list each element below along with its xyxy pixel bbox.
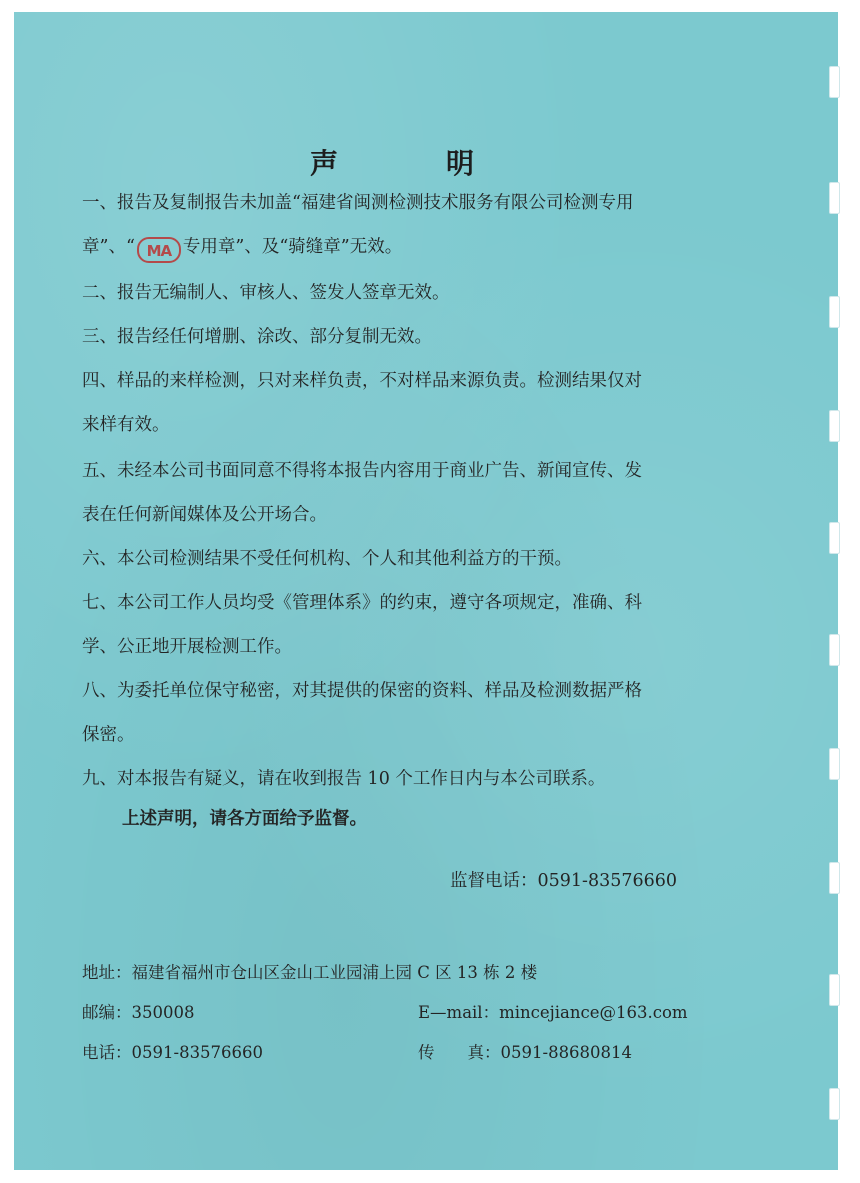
- cma-stamp-icon: MA: [137, 237, 181, 263]
- statement-7-line-1: 七、本公司工作人员均受《管理体系》的约束，遵守各项规定，准确、科: [82, 593, 642, 613]
- binding-hole: [829, 974, 840, 1006]
- binding-hole: [829, 748, 840, 780]
- statement-8-line-2: 保密。: [82, 725, 135, 745]
- binding-hole: [829, 182, 840, 214]
- statement-5-line-1: 五、未经本公司书面同意不得将本报告内容用于商业广告、新闻宣传、发: [82, 461, 642, 481]
- page-title: 声 明: [309, 147, 514, 180]
- statement-1-line-2: [82, 236, 402, 263]
- binding-hole: [829, 634, 840, 666]
- statement-7-line-2: 学、公正地开展检测工作。: [82, 637, 292, 657]
- statement-1-prefix: 章”、“: [82, 237, 135, 257]
- statement-6: 六、本公司检测结果不受任何机构、个人和其他利益方的干预。: [82, 549, 572, 569]
- statement-9: 九、对本报告有疑义，请在收到报告 10 个工作日内与本公司联系。: [82, 769, 606, 789]
- statement-1-line-1: 一、报告及复制报告未加盖“福建省闽测检测技术服务有限公司检测专用: [82, 193, 634, 213]
- company-phone: 电话：0591-83576660: [82, 1043, 264, 1062]
- binding-hole: [829, 862, 840, 894]
- company-email: E—mail：mincejiance@163.com: [418, 1003, 688, 1022]
- statement-1-suffix: 专用章”、及“骑缝章”无效。: [182, 237, 403, 257]
- binding-hole: [829, 522, 840, 554]
- statement-4-line-2: 来样有效。: [82, 415, 170, 435]
- binding-hole: [829, 296, 840, 328]
- company-address: 地址：福建省福州市仓山区金山工业园浦上园 C 区 13 栋 2 楼: [82, 963, 538, 982]
- binding-hole: [829, 1088, 840, 1120]
- binding-hole: [829, 66, 840, 98]
- supervision-phone: 监督电话：0591-83576660: [450, 871, 678, 891]
- closing-statement: 上述声明，请各方面给予监督。: [122, 809, 367, 829]
- statement-5-line-2: 表在任何新闻媒体及公开场合。: [82, 505, 327, 525]
- binding-holes: [830, 0, 860, 1183]
- statement-2: 二、报告无编制人、审核人、签发人签章无效。: [82, 283, 450, 303]
- company-postcode: 邮编：350008: [82, 1003, 195, 1022]
- binding-hole: [829, 410, 840, 442]
- document-sheet: [14, 12, 838, 1170]
- statement-3: 三、报告经任何增删、涂改、部分复制无效。: [82, 327, 432, 347]
- statement-4-line-1: 四、样品的来样检测，只对来样负责，不对样品来源负责。检测结果仅对: [82, 371, 642, 391]
- company-fax: 传 真：0591-88680814: [418, 1043, 633, 1062]
- statement-8-line-1: 八、为委托单位保守秘密，对其提供的保密的资料、样品及检测数据严格: [82, 681, 642, 701]
